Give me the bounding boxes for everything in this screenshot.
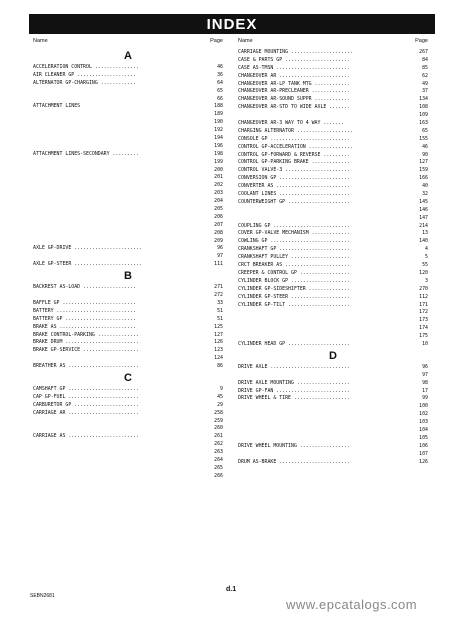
index-entry bbox=[33, 88, 223, 96]
index-entry bbox=[238, 451, 428, 459]
entry-page: 163 bbox=[419, 120, 428, 127]
entry-page: 146 bbox=[419, 206, 428, 213]
entry-page: 4 bbox=[425, 246, 428, 253]
entry-page: 120 bbox=[419, 269, 428, 276]
index-entry bbox=[33, 103, 223, 111]
entry-page: 108 bbox=[419, 104, 428, 111]
entry-name: CARBURETOR GP ...................... bbox=[33, 401, 139, 408]
index-entry bbox=[238, 427, 428, 435]
index-entry bbox=[33, 253, 223, 261]
index-entry bbox=[33, 410, 223, 418]
index-entry bbox=[238, 372, 428, 380]
index-entry bbox=[33, 64, 223, 72]
index-entry bbox=[33, 316, 223, 324]
entry-name: ATTACHMENT LINES-SECONDARY ......... bbox=[33, 150, 139, 157]
entry-name: DRIVE AXLE MOUNTING .................. bbox=[238, 379, 350, 386]
index-entry bbox=[238, 309, 428, 317]
entry-page: 51 bbox=[217, 307, 223, 314]
entry-name: BATTERY GP ........................ bbox=[33, 315, 137, 322]
left-column bbox=[33, 38, 223, 481]
index-entry bbox=[238, 341, 428, 349]
index-entry bbox=[238, 96, 428, 104]
index-entry bbox=[33, 111, 223, 119]
index-entry bbox=[238, 278, 428, 286]
index-entry bbox=[33, 190, 223, 198]
entry-name: BATTERY ........................... bbox=[33, 307, 137, 314]
watermark: www.epcatalogs.com bbox=[286, 597, 418, 612]
index-entry bbox=[238, 302, 428, 310]
entry-name: BREATHER AS ........................ bbox=[33, 363, 139, 370]
index-entry bbox=[238, 136, 428, 144]
entry-name: CASE & PARTS GP ...................... bbox=[238, 56, 350, 63]
index-entry bbox=[238, 395, 428, 403]
index-entry bbox=[33, 151, 223, 159]
index-entry bbox=[33, 245, 223, 253]
entry-page: 106 bbox=[419, 442, 428, 449]
entry-page: 9 bbox=[220, 385, 223, 392]
entry-name: AXLE GP-STEER ....................... bbox=[33, 261, 142, 268]
entry-page: 90 bbox=[422, 151, 428, 158]
entry-page: 3 bbox=[425, 277, 428, 284]
entry-page: 207 bbox=[214, 221, 223, 228]
index-entry bbox=[33, 441, 223, 449]
index-entry bbox=[33, 355, 223, 363]
entry-page: 51 bbox=[217, 315, 223, 322]
entry-page: 97 bbox=[422, 371, 428, 378]
entry-page: 65 bbox=[422, 127, 428, 134]
index-entry bbox=[33, 143, 223, 151]
header-page-label: Page bbox=[210, 38, 223, 44]
entry-page: 198 bbox=[214, 150, 223, 157]
entry-page: 266 bbox=[214, 472, 223, 479]
index-entry bbox=[33, 292, 223, 300]
entry-name: CYLINDER GP-SIDESHIFTER .............. bbox=[238, 285, 350, 292]
entry-page: 127 bbox=[214, 331, 223, 338]
entry-name: CARRIAGE MOUNTING ..................... bbox=[238, 49, 353, 55]
entry-name: CAMSHAFT GP ........................ bbox=[33, 385, 139, 392]
index-entry bbox=[238, 435, 428, 443]
index-entry bbox=[33, 80, 223, 88]
entry-name: COWLING GP ........................... bbox=[238, 238, 350, 245]
document-code: SEBN2681 bbox=[30, 593, 55, 599]
entry-name: CHANGEOVER AR-SOUND SUPPR ............ bbox=[238, 96, 350, 103]
entry-name: CONTROL GP-ACCELERATION ............... bbox=[238, 143, 353, 150]
entry-page: 172 bbox=[419, 309, 428, 316]
entry-page: 111 bbox=[214, 261, 223, 268]
index-entry bbox=[33, 339, 223, 347]
entry-page: 98 bbox=[422, 379, 428, 386]
index-entry bbox=[33, 473, 223, 481]
entry-page: 55 bbox=[422, 262, 428, 269]
entry-page: 140 bbox=[419, 238, 428, 245]
entry-page: 271 bbox=[214, 284, 223, 291]
entry-page: 260 bbox=[214, 425, 223, 432]
index-entry bbox=[238, 246, 428, 254]
entry-name: CHANGEOVER AR-STD TO WIDE AXLE ....... bbox=[238, 104, 350, 111]
right-index-list bbox=[238, 49, 428, 466]
entry-page: 96 bbox=[217, 245, 223, 252]
entry-page: 189 bbox=[214, 111, 223, 118]
index-entry bbox=[33, 214, 223, 222]
index-entry bbox=[238, 167, 428, 175]
entry-name: ALTERNATOR GP-CHARGING ............ bbox=[33, 79, 137, 86]
index-entry bbox=[33, 238, 223, 246]
index-entry bbox=[33, 72, 223, 80]
entry-page: 40 bbox=[422, 183, 428, 190]
entry-page: 272 bbox=[214, 292, 223, 299]
index-entry bbox=[238, 199, 428, 207]
index-entry bbox=[33, 159, 223, 167]
index-entry bbox=[33, 198, 223, 206]
index-entry bbox=[33, 300, 223, 308]
entry-page: 45 bbox=[217, 393, 223, 400]
index-entry bbox=[238, 325, 428, 333]
index-entry bbox=[33, 402, 223, 410]
entry-name: CONTROL GP-FORWARD & REVERSE ......... bbox=[238, 151, 350, 158]
entry-page: 103 bbox=[419, 419, 428, 426]
index-entry bbox=[238, 65, 428, 73]
entry-page: 205 bbox=[214, 206, 223, 213]
header-name-label: Name bbox=[238, 38, 253, 44]
page-number: d.1 bbox=[226, 586, 237, 593]
index-entry bbox=[33, 206, 223, 214]
index-entry bbox=[238, 49, 428, 57]
index-entry bbox=[238, 88, 428, 96]
entry-name: BRAKE DRUM ......................... bbox=[33, 339, 139, 346]
entry-page: 258 bbox=[214, 409, 223, 416]
entry-page: 127 bbox=[419, 159, 428, 166]
entry-page: 29 bbox=[217, 401, 223, 408]
entry-page: 36 bbox=[217, 71, 223, 78]
index-entry bbox=[33, 182, 223, 190]
entry-name: CREEPER & CONTROL GP ................. bbox=[238, 269, 350, 276]
index-entry bbox=[238, 104, 428, 112]
entry-page: 173 bbox=[419, 317, 428, 324]
index-entry bbox=[33, 222, 223, 230]
column-header bbox=[238, 38, 428, 49]
index-entry bbox=[33, 457, 223, 465]
entry-page: 66 bbox=[217, 95, 223, 102]
entry-page: 267 bbox=[419, 49, 428, 55]
index-entry bbox=[33, 261, 223, 269]
entry-page: 199 bbox=[214, 158, 223, 165]
entry-page: 123 bbox=[214, 347, 223, 354]
entry-page: 49 bbox=[422, 80, 428, 87]
entry-name: CRCT BREAKER AS ...................... bbox=[238, 262, 350, 269]
entry-page: 126 bbox=[214, 339, 223, 346]
entry-page: 202 bbox=[214, 182, 223, 189]
index-entry bbox=[238, 215, 428, 223]
entry-page: 174 bbox=[419, 325, 428, 332]
entry-page: 190 bbox=[214, 119, 223, 126]
section-letter: A bbox=[124, 50, 132, 62]
entry-page: 112 bbox=[419, 293, 428, 300]
index-entry bbox=[238, 175, 428, 183]
entry-name: CONTROL VALVE-3 ...................... bbox=[238, 167, 350, 174]
entry-name: ATTACHMENT LINES bbox=[33, 103, 81, 110]
entry-name: CRANKSHAFT PULLEY .................... bbox=[238, 254, 350, 261]
index-entry bbox=[33, 418, 223, 426]
index-entry bbox=[33, 167, 223, 175]
entry-name: CYLINDER GP-TILT ..................... bbox=[238, 301, 350, 308]
entry-name: CARRIAGE AR ........................ bbox=[33, 409, 139, 416]
entry-name: BRAKE AS .......................... bbox=[33, 323, 137, 330]
entry-name: BACKREST AS-LOAD .................. bbox=[33, 284, 137, 291]
entry-page: 86 bbox=[217, 363, 223, 370]
index-entry bbox=[33, 386, 223, 394]
entry-page: 265 bbox=[214, 464, 223, 471]
entry-page: 109 bbox=[419, 112, 428, 119]
index-entry bbox=[33, 308, 223, 316]
entry-page: 263 bbox=[214, 449, 223, 456]
entry-name: ACCELERATION CONTROL ............... bbox=[33, 64, 139, 70]
entry-name: CONVERSION GP ........................ bbox=[238, 175, 350, 182]
index-entry bbox=[33, 324, 223, 332]
entry-name: CHANGEOVER AR ........................ bbox=[238, 72, 350, 79]
entry-name: AIR CLEANER GP .................... bbox=[33, 71, 137, 78]
entry-page: 124 bbox=[214, 355, 223, 362]
entry-name: DRUM AS-BRAKE ........................ bbox=[238, 458, 350, 465]
index-entry bbox=[33, 394, 223, 402]
index-entry bbox=[33, 363, 223, 371]
entry-page: 85 bbox=[422, 64, 428, 71]
entry-page: 259 bbox=[214, 417, 223, 424]
entry-page: 33 bbox=[217, 299, 223, 306]
entry-page: 175 bbox=[419, 333, 428, 340]
entry-name: DRIVE WHEEL & TIRE ................... bbox=[238, 395, 350, 402]
index-entry bbox=[238, 191, 428, 199]
entry-page: 46 bbox=[422, 143, 428, 150]
index-entry bbox=[33, 284, 223, 292]
entry-name: DRIVE GP-FAN ......................... bbox=[238, 387, 350, 394]
entry-name: COOLANT LINES ........................ bbox=[238, 191, 350, 198]
entry-page: 155 bbox=[419, 135, 428, 142]
entry-page: 270 bbox=[419, 285, 428, 292]
index-entry bbox=[33, 425, 223, 433]
index-entry bbox=[238, 388, 428, 396]
entry-page: 192 bbox=[214, 127, 223, 134]
entry-page: 200 bbox=[214, 166, 223, 173]
index-entry bbox=[238, 159, 428, 167]
index-entry bbox=[33, 127, 223, 135]
index-entry bbox=[238, 411, 428, 419]
index-entry bbox=[238, 223, 428, 231]
entry-name: CONSOLE GP ........................... bbox=[238, 135, 350, 142]
entry-page: 97 bbox=[217, 253, 223, 260]
entry-page: 171 bbox=[419, 301, 428, 308]
index-entry bbox=[238, 459, 428, 467]
entry-name: BRAKE CONTROL-PARKING .............. bbox=[33, 331, 139, 338]
index-entry bbox=[238, 128, 428, 136]
entry-name: CONTROL GP-PARKING BRAKE ............. bbox=[238, 159, 350, 166]
entry-page: 5 bbox=[425, 254, 428, 261]
entry-name: CARRIAGE AS ........................ bbox=[33, 433, 139, 440]
entry-page: 188 bbox=[214, 103, 223, 110]
entry-page: 105 bbox=[419, 434, 428, 441]
index-title-bar bbox=[29, 14, 435, 34]
entry-page: 32 bbox=[422, 191, 428, 198]
index-entry bbox=[238, 238, 428, 246]
entry-name: COVER GP-VALVE MECHANISM ............. bbox=[238, 230, 350, 237]
entry-page: 262 bbox=[214, 441, 223, 448]
entry-name: CHANGEOVER AR-3 WAY TO 4 WAY ....... bbox=[238, 120, 344, 127]
entry-page: 214 bbox=[419, 222, 428, 229]
page-title: INDEX bbox=[206, 15, 258, 33]
entry-page: 201 bbox=[214, 174, 223, 181]
right-column bbox=[238, 38, 428, 466]
header-page-label: Page bbox=[415, 38, 428, 44]
index-entry bbox=[238, 443, 428, 451]
index-entry bbox=[238, 333, 428, 341]
entry-page: 194 bbox=[214, 135, 223, 142]
index-entry bbox=[238, 317, 428, 325]
entry-page: 13 bbox=[422, 230, 428, 237]
index-entry bbox=[238, 403, 428, 411]
entry-name: CONVERTER AS ......................... bbox=[238, 183, 350, 190]
index-entry bbox=[33, 96, 223, 104]
entry-page: 126 bbox=[419, 458, 428, 465]
entry-page: 209 bbox=[214, 237, 223, 244]
index-entry bbox=[33, 119, 223, 127]
index-entry bbox=[238, 364, 428, 372]
entry-name: CHANGEOVER AR-PRECLEANER ............. bbox=[238, 88, 350, 95]
entry-page: 196 bbox=[214, 142, 223, 149]
entry-page: 46 bbox=[217, 64, 223, 70]
index-entry bbox=[238, 57, 428, 65]
entry-name: CRANKSHAFT GP ........................ bbox=[238, 246, 350, 253]
entry-page: 100 bbox=[419, 403, 428, 410]
entry-name: CYLINDER BLOCK GP .................... bbox=[238, 277, 350, 284]
index-entry bbox=[33, 230, 223, 238]
entry-page: 62 bbox=[422, 72, 428, 79]
column-header bbox=[33, 38, 223, 49]
entry-name: CYLINDER HEAD GP ..................... bbox=[238, 340, 350, 347]
entry-page: 10 bbox=[422, 340, 428, 347]
entry-name: AXLE GP-DRIVE ....................... bbox=[33, 245, 142, 252]
entry-name: CYLINDER GP-STEER .................... bbox=[238, 293, 350, 300]
entry-name: CAP GP-FUEL ........................ bbox=[33, 393, 139, 400]
entry-page: 84 bbox=[422, 56, 428, 63]
index-entry bbox=[238, 254, 428, 262]
entry-name: CHARGING ALTERNATOR ................... bbox=[238, 127, 353, 134]
entry-page: 104 bbox=[419, 426, 428, 433]
index-entry bbox=[238, 270, 428, 278]
index-entry bbox=[33, 465, 223, 473]
entry-name: CHANGEOVER AR-LP TANK MTG ............ bbox=[238, 80, 350, 87]
entry-page: 159 bbox=[419, 167, 428, 174]
index-entry bbox=[238, 112, 428, 120]
entry-page: 37 bbox=[422, 88, 428, 95]
entry-page: 204 bbox=[214, 198, 223, 205]
index-entry bbox=[238, 419, 428, 427]
index-entry bbox=[238, 286, 428, 294]
entry-page: 206 bbox=[214, 213, 223, 220]
entry-name: CASE AS-TMSN ......................... bbox=[238, 64, 350, 71]
entry-name: COUNTERWEIGHT GP ..................... bbox=[238, 198, 350, 205]
index-entry bbox=[238, 144, 428, 152]
index-entry bbox=[238, 294, 428, 302]
index-entry bbox=[238, 120, 428, 128]
entry-page: 107 bbox=[419, 450, 428, 457]
index-entry bbox=[238, 81, 428, 89]
index-entry bbox=[33, 332, 223, 340]
index-entry bbox=[238, 262, 428, 270]
entry-page: 208 bbox=[214, 229, 223, 236]
entry-page: 166 bbox=[419, 175, 428, 182]
index-entry bbox=[238, 207, 428, 215]
index-entry bbox=[33, 174, 223, 182]
entry-page: 264 bbox=[214, 456, 223, 463]
index-entry bbox=[33, 433, 223, 441]
index-entry bbox=[238, 230, 428, 238]
entry-page: 203 bbox=[214, 190, 223, 197]
index-entry bbox=[33, 135, 223, 143]
entry-name: BAFFLE GP ......................... bbox=[33, 299, 137, 306]
section-letter: C bbox=[124, 371, 132, 384]
entry-page: 96 bbox=[422, 363, 428, 370]
index-entry bbox=[33, 449, 223, 457]
entry-name: DRIVE WHEEL MOUNTING ................. bbox=[238, 442, 350, 449]
entry-page: 147 bbox=[419, 214, 428, 221]
index-entry bbox=[238, 73, 428, 81]
section-letter: B bbox=[124, 270, 132, 283]
entry-page: 64 bbox=[217, 79, 223, 86]
left-index-list bbox=[33, 49, 223, 481]
entry-page: 145 bbox=[419, 198, 428, 205]
entry-page: 65 bbox=[217, 87, 223, 94]
entry-page: 99 bbox=[422, 395, 428, 402]
entry-name: COUPLING GP .......................... bbox=[238, 222, 350, 229]
entry-page: 125 bbox=[214, 323, 223, 330]
entry-page: 261 bbox=[214, 433, 223, 440]
index-entry bbox=[238, 183, 428, 191]
entry-page: 102 bbox=[419, 411, 428, 418]
index-entry bbox=[238, 152, 428, 160]
entry-page: 17 bbox=[422, 387, 428, 394]
section-letter: D bbox=[329, 349, 337, 362]
header-name-label: Name bbox=[33, 38, 48, 44]
entry-name: BRAKE GP-SERVICE ................... bbox=[33, 347, 139, 354]
entry-name: DRIVE AXLE ........................... bbox=[238, 363, 350, 370]
index-entry bbox=[33, 347, 223, 355]
entry-page: 134 bbox=[419, 96, 428, 103]
index-entry bbox=[238, 380, 428, 388]
